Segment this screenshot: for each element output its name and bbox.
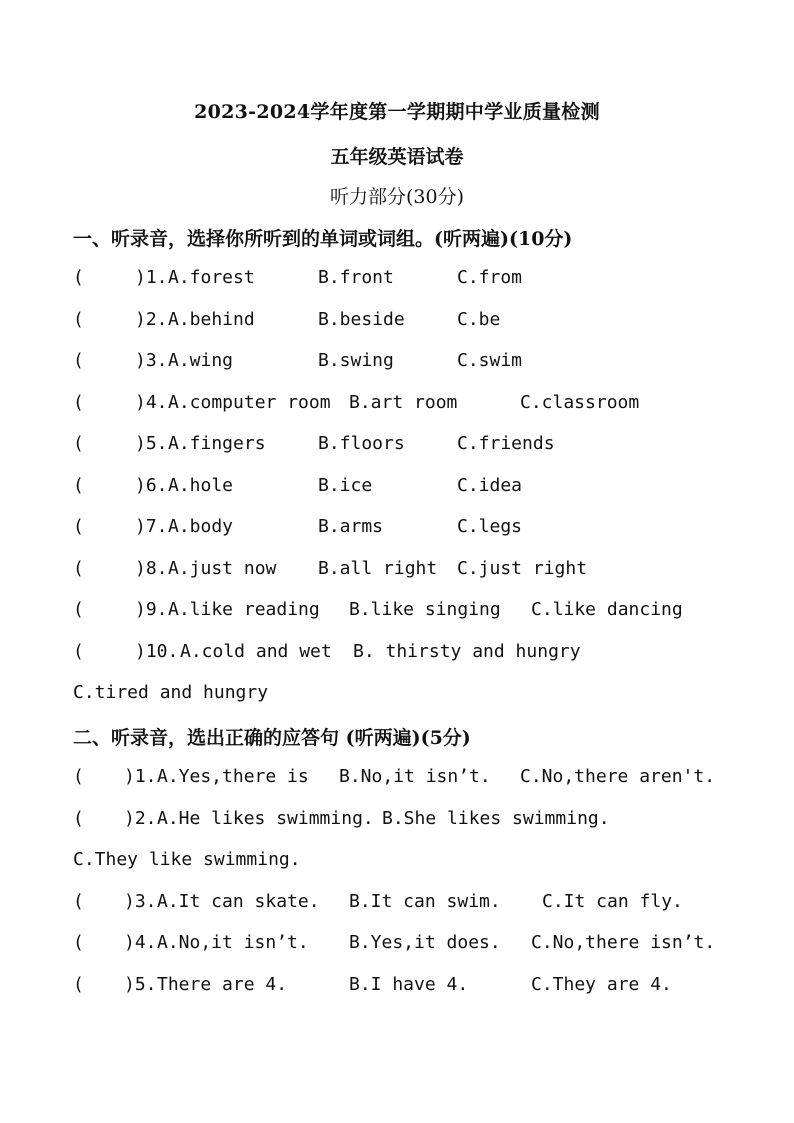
answer-paren: (	[73, 558, 84, 579]
answer-paren: (	[73, 766, 84, 787]
question-row	[0, 557, 794, 581]
answer-paren: (	[73, 433, 84, 454]
question-row	[0, 515, 794, 539]
question-row	[0, 807, 794, 831]
question-number: )1.	[124, 766, 157, 787]
option-a: A.like reading	[168, 599, 320, 620]
question-number: )5.	[124, 974, 157, 995]
option-b: B.She likes swimming.	[382, 808, 610, 829]
option-b: B.ice	[318, 475, 373, 496]
option-b: B.all right	[318, 558, 438, 579]
answer-paren: (	[73, 974, 84, 995]
question-row	[0, 640, 794, 664]
option-a: A.wing	[168, 350, 234, 371]
option-a: A.He likes swimming.	[157, 808, 374, 829]
option-b: B.beside	[318, 309, 405, 330]
question-row	[0, 266, 794, 290]
option-c: C.It can fly.	[542, 891, 683, 912]
option-c: C.No,there isn’t.	[531, 932, 716, 953]
question-number: )4.	[135, 392, 168, 413]
question-row	[0, 308, 794, 332]
option-c: C.tired and hungry	[73, 682, 269, 703]
option-c: C.like dancing	[531, 599, 683, 620]
question-number: )6.	[135, 475, 168, 496]
question-number: )7.	[135, 516, 168, 537]
part-heading: 听力部分(30分)	[329, 186, 464, 208]
option-c: C.legs	[457, 516, 523, 537]
question-row	[0, 349, 794, 373]
question-row	[0, 931, 794, 955]
option-c: C.No,there aren't.	[520, 766, 716, 787]
answer-paren: (	[73, 309, 84, 330]
question-number: )4.	[124, 932, 157, 953]
option-b: B.I have 4.	[349, 974, 469, 995]
option-a: A.cold and wet	[180, 641, 332, 662]
question-row	[0, 391, 794, 415]
option-a: A.It can skate.	[157, 891, 320, 912]
option-c: C.swim	[457, 350, 523, 371]
question-number: )3.	[135, 350, 168, 371]
option-a: A.fingers	[168, 433, 266, 454]
option-c: C.They are 4.	[531, 974, 672, 995]
exam-title: 2023-2024学年度第一学期期中学业质量检测	[194, 101, 600, 123]
answer-paren: (	[73, 392, 84, 413]
question-row	[0, 432, 794, 456]
option-a: There are 4.	[157, 974, 288, 995]
section1-heading: 一、听录音，选择你所听到的单词或词组。(听两遍)(10分)	[73, 228, 573, 250]
option-b: B.swing	[318, 350, 394, 371]
question-number: )9.	[135, 599, 168, 620]
option-c: C.from	[457, 267, 523, 288]
answer-paren: (	[73, 891, 84, 912]
option-c: C.idea	[457, 475, 523, 496]
option-c: C.just right	[457, 558, 588, 579]
option-a: A.just now	[168, 558, 277, 579]
question-number: )5.	[135, 433, 168, 454]
option-b: B.floors	[318, 433, 405, 454]
option-c: C.They like swimming.	[73, 849, 301, 870]
option-a: A.body	[168, 516, 234, 537]
question-number: )1.	[135, 267, 168, 288]
question-row	[0, 765, 794, 789]
question-number: )2.	[124, 808, 157, 829]
option-a: A.behind	[168, 309, 255, 330]
option-b: B. thirsty and hungry	[353, 641, 581, 662]
option-b: B.Yes,it does.	[349, 932, 501, 953]
option-b: B.like singing	[349, 599, 501, 620]
option-c: C.friends	[457, 433, 555, 454]
option-c: C.be	[457, 309, 501, 330]
answer-paren: (	[73, 599, 84, 620]
answer-paren: (	[73, 641, 84, 662]
answer-paren: (	[73, 516, 84, 537]
option-a: A.forest	[168, 267, 255, 288]
option-b: B.arms	[318, 516, 384, 537]
option-a: A.Yes,there is	[157, 766, 309, 787]
question-number: )8.	[135, 558, 168, 579]
option-b: B.art room	[349, 392, 458, 413]
question-row	[0, 890, 794, 914]
option-b: B.No,it isn’t.	[339, 766, 491, 787]
answer-paren: (	[73, 475, 84, 496]
option-c: C.classroom	[520, 392, 640, 413]
exam-subtitle: 五年级英语试卷	[330, 146, 464, 168]
option-a: A.hole	[168, 475, 234, 496]
option-a: A.computer room	[168, 392, 331, 413]
question-row	[0, 474, 794, 498]
question-row	[0, 598, 794, 622]
question-number: )10.	[135, 641, 179, 662]
answer-paren: (	[73, 350, 84, 371]
answer-paren: (	[73, 267, 84, 288]
question-number: )3.	[124, 891, 157, 912]
answer-paren: (	[73, 932, 84, 953]
section2-heading: 二、听录音，选出正确的应答句 (听两遍)(5分)	[73, 727, 471, 749]
option-b: B.front	[318, 267, 394, 288]
answer-paren: (	[73, 808, 84, 829]
question-row	[0, 973, 794, 997]
question-number: )2.	[135, 309, 168, 330]
option-b: B.It can swim.	[349, 891, 501, 912]
option-a: A.No,it isn’t.	[157, 932, 309, 953]
